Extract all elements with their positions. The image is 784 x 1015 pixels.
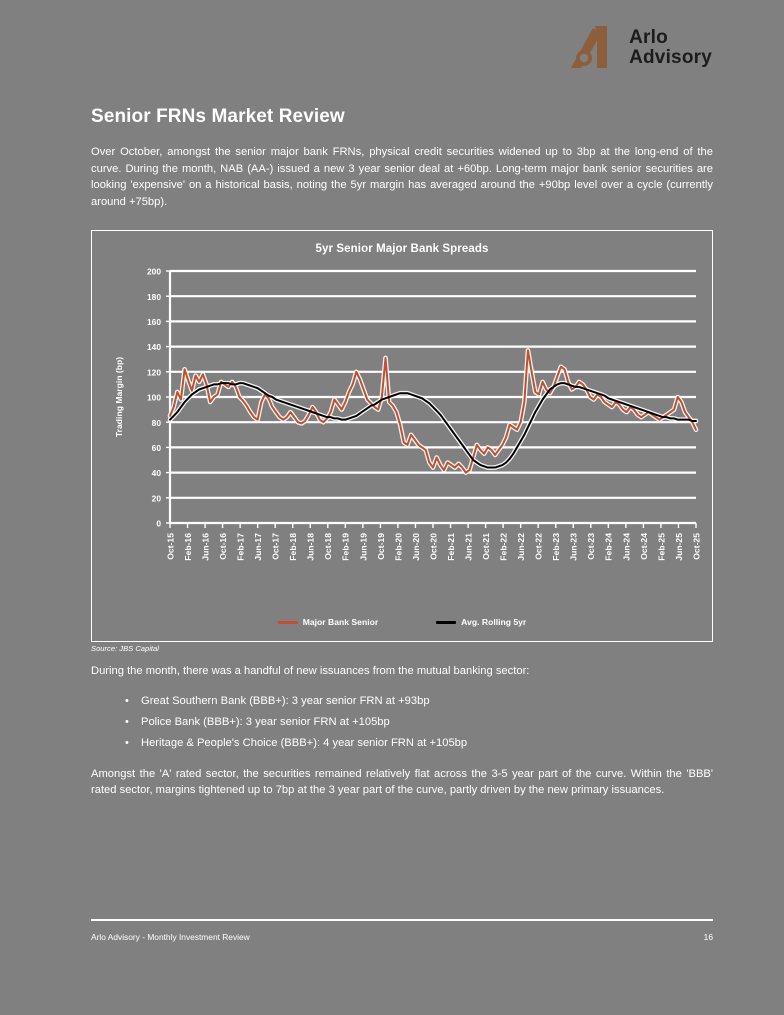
svg-text:Jun-18: Jun-18 [305, 533, 316, 561]
chart-y-axis-ticks [147, 267, 170, 529]
article-header [91, 106, 713, 210]
svg-text:Jun-21: Jun-21 [463, 533, 474, 561]
svg-text:Feb-25: Feb-25 [656, 533, 667, 561]
chart-canvas [92, 231, 714, 643]
chart-legend [92, 617, 712, 627]
svg-text:Feb-22: Feb-22 [498, 533, 509, 561]
brand-line-2: Advisory [629, 46, 712, 68]
arlo-a-mark-icon [569, 22, 621, 72]
svg-text:Feb-20: Feb-20 [393, 533, 404, 561]
svg-text:Oct-21: Oct-21 [481, 533, 491, 560]
svg-text:Oct-20: Oct-20 [428, 533, 439, 560]
footer-page-number: 16 [703, 932, 713, 942]
svg-text:160: 160 [147, 317, 161, 327]
lead-in-paragraph: During the month, there was a handful of new issuances from the mutual banking sector: [91, 665, 530, 677]
svg-text:Oct-25: Oct-25 [691, 533, 702, 560]
svg-text:200: 200 [147, 266, 161, 277]
page-footer [91, 932, 713, 942]
footer-left-text: Arlo Advisory - Monthly Investment Review [91, 932, 250, 942]
page-title: Senior FRNs Market Review [91, 106, 345, 127]
svg-text:80: 80 [151, 417, 161, 428]
svg-text:Oct-23: Oct-23 [586, 533, 597, 560]
svg-text:Oct-16: Oct-16 [218, 533, 228, 560]
legend-swatch-avg-rolling-5yr [436, 621, 456, 624]
issuance-bullet-list [91, 691, 713, 754]
svg-text:Trading Margin (bp): Trading Margin (bp) [114, 356, 124, 438]
list-item: • Heritage & People's Choice (BBB+): 4 year senior FRN at +105bp [125, 733, 713, 754]
svg-text:Jun-20: Jun-20 [410, 533, 421, 561]
brand-logo [569, 22, 712, 72]
svg-text:Feb-19: Feb-19 [340, 533, 351, 561]
legend-label-avg-rolling-5yr: Avg. Rolling 5yr [461, 617, 527, 627]
svg-text:Jun-17: Jun-17 [253, 533, 264, 561]
svg-text:Oct-15: Oct-15 [165, 533, 176, 560]
svg-text:Jun-19: Jun-19 [358, 533, 369, 561]
chart-x-axis-ticks [165, 523, 701, 561]
svg-text:180: 180 [147, 291, 161, 302]
svg-text:Jun-22: Jun-22 [516, 533, 527, 561]
svg-text:Jun-16: Jun-16 [200, 533, 211, 561]
svg-text:120: 120 [147, 367, 161, 378]
svg-text:Oct-22: Oct-22 [533, 533, 544, 560]
legend-swatch-major-bank-senior [278, 621, 298, 624]
svg-text:Jun-23: Jun-23 [568, 533, 579, 561]
closing-paragraph: Amongst the 'A' rated sector, the securities remained relatively flat across the 3-5 year part of the curve. Within the 'BBB' rated sector, margins tightened up to 7bp at the 3 year part of the curve, partly driven by the new primary issuances. [91, 767, 713, 796]
footer-divider [91, 919, 713, 921]
chart-y-axis-title [114, 357, 124, 437]
svg-text:Feb-24: Feb-24 [603, 533, 614, 561]
legend-item-avg-rolling-5yr [436, 617, 526, 627]
list-item: • Great Southern Bank (BBB+): 3 year senior FRN at +93bp [125, 691, 713, 712]
svg-text:Oct-19: Oct-19 [375, 533, 386, 560]
chart-series-lines [170, 350, 696, 472]
svg-text:Feb-16: Feb-16 [182, 533, 193, 561]
legend-label-major-bank-senior: Major Bank Senior [302, 617, 379, 627]
svg-text:40: 40 [151, 468, 161, 479]
svg-text:Oct-24: Oct-24 [638, 533, 649, 560]
svg-text:0: 0 [156, 518, 161, 529]
brand-wordmark [629, 28, 712, 67]
spreads-chart [91, 230, 713, 642]
article-body [91, 663, 713, 799]
brand-line-1: Arlo [629, 26, 668, 48]
list-item: • Police Bank (BBB+): 3 year senior FRN at +105bp [125, 712, 713, 733]
svg-text:60: 60 [151, 443, 161, 453]
svg-text:100: 100 [147, 392, 161, 403]
intro-paragraph: Over October, amongst the senior major bank FRNs, physical credit securities widened up to 3bp at the long-end of the curve. During the month, NAB (AA-) issued a new 3 year senior deal at +60bp. Long-term major bank senior securities are looking 'expensive' on a historical basis, noting the 5yr margin has averaged around the +90bp level over a cycle (currently around +75bp). [91, 146, 713, 208]
chart-title: 5yr Senior Major Bank Spreads [315, 243, 489, 255]
chart-gridlines [170, 271, 696, 523]
svg-text:Feb-17: Feb-17 [235, 533, 246, 561]
legend-item-major-bank-senior [278, 617, 378, 627]
svg-text:Oct-18: Oct-18 [323, 533, 334, 560]
svg-text:Jun-25: Jun-25 [673, 533, 684, 561]
chart-source-note: Source: JBS Capital [91, 644, 159, 653]
svg-text:140: 140 [147, 342, 161, 353]
svg-text:Feb-21: Feb-21 [445, 533, 456, 561]
svg-text:20: 20 [151, 493, 161, 504]
svg-text:Feb-23: Feb-23 [551, 533, 562, 561]
svg-text:Oct-17: Oct-17 [270, 533, 281, 560]
svg-text:Jun-24: Jun-24 [621, 533, 632, 561]
svg-text:Feb-18: Feb-18 [288, 533, 299, 561]
